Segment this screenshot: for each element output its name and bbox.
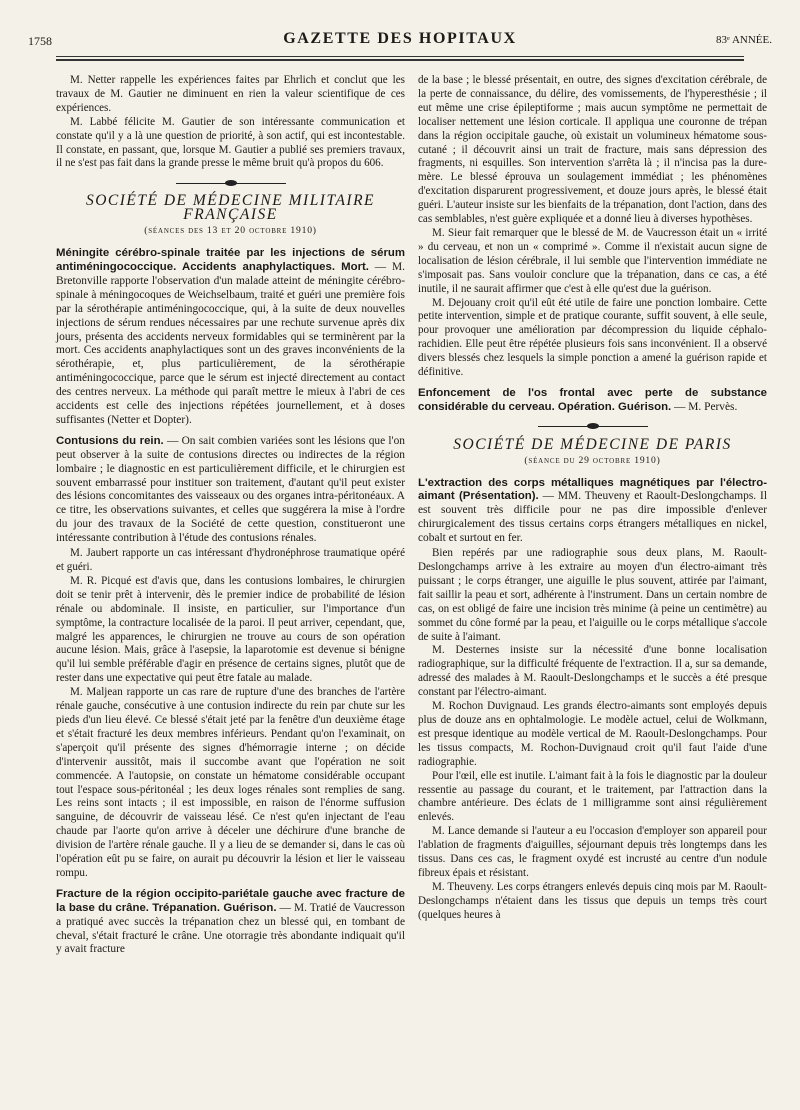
heading-text: — On sait combien variées sont les lésions que l'on peut observer à la suite de contusions directes ou indirectes de la région lombaire ; le diagnostic en est particulièrement difficile, et le chirurgien est souvent embarrassé pour instituer son traitement, d'autant qu'il peut exister des lésions concomitantes des vaisseaux ou des organes intra-péritonéaux. A ce titre, les observations suivantes, et celles que suggérera la mise à l'ordre du jour des travaux de la Société de cette question, constitueront une intéressante contribution à l'étude des contusions rénales. (56, 434, 405, 545)
paragraph: M. Lance demande si l'auteur a eu l'occasion d'employer son appareil pour l'ablation de fragments d'aiguilles, séjournant depuis très longtemps dans les tissus. Dans ces cas, le fragment oxydé est incrusté au centre d'un nodule fibreux épais et résistant. (418, 825, 767, 879)
paragraph: Bien repérés par une radiographie sous deux plans, M. Raoult-Deslongchamps arrive à les extraire au moyen d'un électro-aimant très puissant ; le corps étranger, une aiguille le plus souvent, attirée par l'aimant, fait saillir la peau et sort, adhérente à l'instrument. Dans un certain nombre de cas, on est obligé de faire une incision très minime (à peine un centimètre) au sommet du cône formé par la peau, et l'aiguille ou le corps métallique s'accole de suite à l'aimant. (418, 547, 767, 643)
society-title: SOCIÉTÉ DE MÉDECINE MILITAIRE FRANÇAISE (85, 192, 376, 224)
paragraph: de la base ; le blessé présentait, en outre, des signes d'excitation cérébrale, de la perte de connaissance, du délire, des vomissements, de l'hyperesthésie ; il eut même une crise épileptiforme ; mais aucun symptôme ne permettait de localiser nettement une lésion corticale. Il appliqua une couronne de trépan dans la région occipitale gauche, où existait un volumineux hématome sous-cutané ; il découvrit ainsi un trait de fracture, mais sans dépression des fragments, ni esquilles. Son intervention s'arrêta là ; il n'incisa pas la dure-mère. Le blessé éprouva un soulagement immédiat ; les phénomènes d'excitation disparurent progressivement, et douze jours après, le blessé était guéri. L'auteur insiste sur les bienfaits de la trépanation, dont l'action, dans des cas semblables, n'est guère expliquée et a donné lieu à diverses hypothèses. (418, 74, 767, 226)
paragraph: M. R. Picqué est d'avis que, dans les contusions lombaires, le chirurgien doit se tenir prêt à intervenir, dès le premier indice de probabilité de lésion rénale ou abdominale. Il insiste, en particulier, sur l'importance d'un symptôme, la contracture localisée de la paroi. Il peut arriver, cependant, que, malgré les apparences, le chirurgien ne trouve au cours de son opération aucune lésion. Mais, grâce à l'asepsie, la laparotomie est devenue si bénigne qu'il lui semble préférable d'agir en présence de certains signes, plutôt que de rester dans une expectative qui peut être fatale au malade. (56, 574, 405, 685)
page-number: 1758 (28, 34, 52, 48)
article-heading (56, 435, 405, 546)
paragraph: M. Jaubert rapporte un cas intéressant d'hydronéphrose traumatique opéré et guéri. (56, 547, 405, 573)
journal-title: GAZETTE DES HOPITAUX (283, 30, 517, 47)
article-heading (418, 477, 767, 547)
paragraph: Pour l'œil, elle est inutile. L'aimant fait à la fois le diagnostic par la douleur ressentie au passage du courant, et le traitement, par l'attraction dans la chambre antérieure. Des éclats de 1 milligramme sont ainsi régulièrement enlevés. (418, 769, 767, 824)
right-column (418, 74, 767, 923)
header-rule-thick (56, 59, 744, 61)
section-separator (56, 175, 405, 191)
heading-bold: Fracture de la région occipito-pariétale gauche avec fracture de la base du crâne. Trépanation. Guérison. (56, 887, 405, 914)
year-volume: 83ᵉ ANNÉE. (716, 34, 772, 46)
heading-bold: Contusions du rein. (56, 434, 164, 447)
heading-bold: Enfoncement de l'os frontal avec perte de substance considérable du cerveau. Opération. Guérison. (418, 386, 767, 413)
article-heading (56, 247, 405, 428)
paragraph: M. Theuveny. Les corps étrangers enlevés depuis cinq mois par M. Raoult-Deslongchamps n'étaient dans les tissus que depuis un temps très court (quelques heures à (418, 880, 767, 921)
heading-bold: Méningite cérébro-spinale traitée par les injections de sérum antiméningococcique. Accidents anaphylactiques. Mort. (56, 247, 405, 273)
page-header (28, 30, 772, 52)
article-heading (418, 387, 767, 415)
heading-text: — M. Pervès. (671, 400, 738, 413)
paragraph: M. Netter rappelle les expériences faites par Ehrlich et conclut que les travaux de M. Gautier ne diminuent en rien la valeur scientifique de ces expériences. (56, 74, 405, 114)
section-separator (418, 419, 767, 435)
session-date: (séance du 29 octobre 1910) (524, 454, 661, 466)
heading-text: — M. Tratié de Vaucresson a pratiqué avec succès la trépanation chez un blessé qui, en tombant de cheval, s'était fracturé le crâne. Une otorragie très abondante indiquait qu'il y avait fracture (56, 901, 405, 956)
paragraph: M. Labbé félicite M. Gautier de son intéressante communication et constate qu'il y a là une question de priorité, à son actif, qui est incontestable. Il constate, en passant, que, lorsque M. Gautier a publié ses premiers travaux, il ne s'est pas fait dans la grande presse le même bruit qu'à propos du 606. (56, 115, 405, 170)
paragraph: M. Dejouany croit qu'il eût été utile de faire une ponction lombaire. Cette petite intervention, simple et de pratique courante, suffit souvent, à elle seule, pour provoquer une amélioration par décompression du liquide céphalo-rachidien. Elle peut être répétée plusieurs fois sans inconvénient. Il a observé divers blessés chez lesquels la simple ponction a amené la guérison rapide et définitive. (418, 296, 767, 379)
paragraph: M. Rochon Duvignaud. Les grands électro-aimants sont employés depuis plus de douze ans en ophtalmologie. Le modèle actuel, celui de Wolkmann, est presque identique au modèle vertical de M. Raoult-Deslongchamps. Pour les tissus compacts, M. Rochon-Duvignaud croit qu'il faut l'aide d'une radiographie. (418, 700, 767, 768)
paragraph: M. Desternes insiste sur la nécessité d'une bonne localisation radiographique, sur la difficulté fréquente de l'extraction. Il a, sur sa demande, adressé des malades à M. Raoult-Deslongchamps et le succès a été presque constant par l'électro-aimant. (418, 644, 767, 699)
left-column (56, 74, 405, 958)
heading-text: — MM. Theuveny et Raoult-Deslongchamps. Il est souvent très difficile pour ne pas dire impossible d'enlever chirurgicalement des tissus certains corps étrangers métalliques en nickel, cobalt et surtout en fer. (418, 490, 768, 545)
session-date: (séances des 13 et 20 octobre 1910) (144, 225, 317, 237)
header-rule-thin (56, 56, 744, 57)
heading-text: — M. Bretonville rapporte l'observation d'un malade atteint de méningite cérébro-spinale à méningocoques de Weichselbaum, traité et guéri une première fois par la sérothérapie antiméningococcique, qui, à la suite de deux nouvelles injections de sérum rendues nécessaires par une rechute survenue après dix jours, présenta des accidents nerveux formidables qui se terminèrent par la mort. Ces accidents anaphylactiques sont un des graves inconvénients de la sérothérapie, et, plus particulièrement, de la sérothérapie antiméningococcique, parce que le sérum est injecté directement au contact des centres nerveux. La méthode qui paraît mettre le mieux à l'abri de ces accidents est celle des injections répétées journellement, et à doses suffisantes (Netter et Dopter). (56, 260, 405, 426)
paragraph: M. Sieur fait remarquer que le blessé de M. de Vaucresson était un « irrité » du cerveau, et non un « comprimé ». Comme il n'existait aucun signe de localisation de lésion cérébrale, il lui semble que l'intervention immédiate ne s'imposait pas. Sans vouloir conclure que la trépanation, dans ce cas, a été inutile, il ne saurait affirmer que c'est à elle qu'est due la guérison. (418, 226, 767, 295)
paragraph: M. Maljean rapporte un cas rare de rupture d'une des branches de l'artère rénale gauche, consécutive à une contusion indirecte du rein par chute sur les pieds d'un lieu élevé. Ce blessé s'était jeté par la fenêtre d'un deuxième étage et s'était fracturé les deux membres inférieurs. Pendant qu'on l'examinait, on s'aperçoit qu'il présente des signes d'hémorragie interne ; on décide d'intervenir aussitôt, mais il succombe avant que l'opération ne soit commencée. A l'autopsie, on constate un hématome considérable occupant tout l'espace sous-péritonéal ; les deux loges rénales sont remplies de sang. Les reins sont intacts ; il est impossible, en raison de l'énorme suffusion sanguine, de découvrir de vaisseau lésé. Ce n'est qu'en injectant de l'eau chaude par l'aorte qu'on arrive à déceler une déchirure d'une branche de division de l'artère rénale gauche. Il y a lieu de se demander si, dans le cas où l'opération eût pu se faire, on aurait pu découvrir la lésion et lier le vaisseau rompu. (56, 686, 405, 879)
article-heading (56, 888, 405, 958)
heading-bold: L'extraction des corps métalliques magnétiques par l'électro-aimant (Présentation). (418, 476, 767, 503)
society-title: SOCIÉTÉ DE MÉDECINE DE PARIS (453, 435, 732, 453)
